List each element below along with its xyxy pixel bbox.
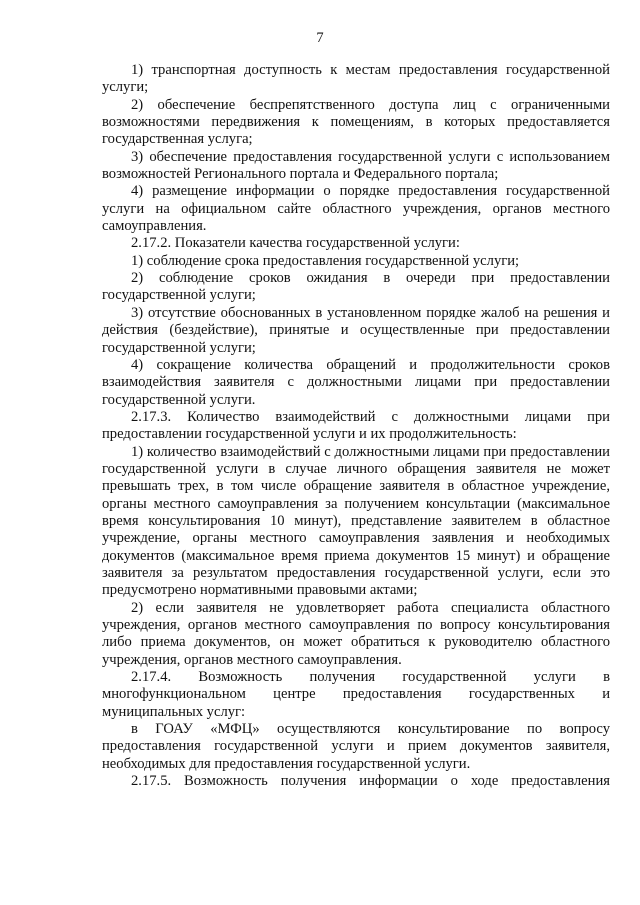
document-body: [102, 62, 610, 790]
paragraph-12: 2) если заявителя не удовлетворяет работа специалиста областного учреждения, органов местного самоуправления по вопросу консультирования либо приема документов, он может обратиться к руководителю областного учреждения, органов местного самоуправления.: [102, 599, 610, 668]
paragraph-section-2-17-2: 2.17.2. Показатели качества государственной услуги:: [131, 235, 460, 252]
paragraph-section-2-17-5: 2.17.5. Возможность получения информации о ходе предоставления: [131, 773, 610, 790]
page-number: 7: [316, 30, 324, 46]
paragraph-section-2-17-4: 2.17.4. Возможность получения государственной услуги в многофункциональном центре предоставления государственных и муниципальных услуг:: [102, 669, 610, 720]
paragraph-9: 4) сокращение количества обращений и продолжительности сроков взаимодействия заявителя с должностными лицами при предоставлении государственной услуги.: [102, 356, 610, 408]
paragraph-1: 1) транспортная доступность к местам предоставления государственной услуги;: [102, 62, 610, 96]
paragraph-2: 2) обеспечение беспрепятственного доступа лиц с ограниченными возможностями передвижения к помещениям, в которых предоставляется государственная услуга;: [102, 96, 610, 148]
paragraph-14: в ГОАУ «МФЦ» осуществляются консультирование по вопросу предоставления государственной услуги и прием документов заявителя, необходимых для предоставления государственной услуги.: [102, 721, 610, 772]
paragraph-section-2-17-3: 2.17.3. Количество взаимодействий с должностными лицами при предоставлении государственной услуги и их продолжительность:: [102, 408, 610, 443]
paragraph-4: 4) размещение информации о порядке предоставления государственной услуги на официальном сайте областного учреждения, органов местного самоуправления.: [102, 183, 610, 235]
paragraph-8: 3) отсутствие обоснованных в установленном порядке жалоб на решения и действия (бездействие), принятые и осуществленные при предоставлении государственной услуги;: [102, 304, 610, 356]
paragraph-7: 2) соблюдение сроков ожидания в очереди при предоставлении государственной услуги;: [102, 270, 610, 304]
paragraph-6: 1) соблюдение срока предоставления государственной услуги;: [131, 252, 520, 269]
paragraph-11: 1) количество взаимодействий с должностными лицами при предоставлении государственной услуги в случае личного обращения заявителя не может превышать трех, в том числе обращение заявителя в областное учреждение, органы местного самоуправления за получением консультации (максимальное время консультирования 10 минут), представление заявителем в областное учреждение, органы местного самоуправления заявления и необходимых документов (максимальное время приема документов 15 минут) и обращение заявителя за результатом предоставления государственной услуги, если это предусмотрено нормативными правовыми актами;: [102, 443, 610, 599]
paragraph-3: 3) обеспечение предоставления государственной услуги с использованием возможностей Регионального портала и Федерального портала;: [102, 148, 610, 183]
